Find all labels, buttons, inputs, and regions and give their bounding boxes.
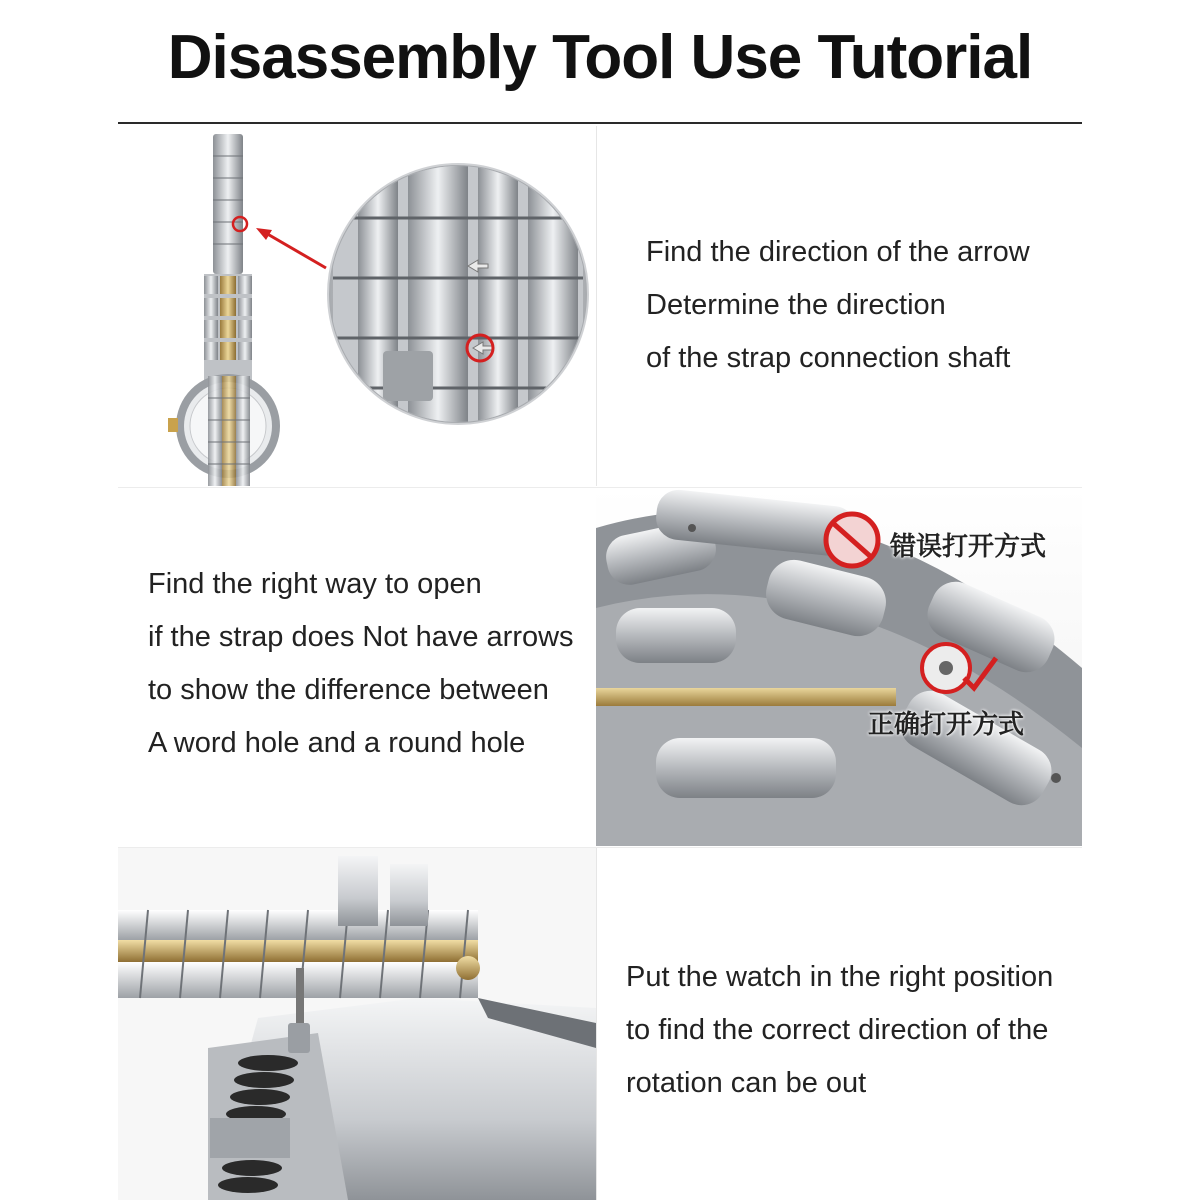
step3-line-2: to find the correct direction of the [626, 1014, 1049, 1046]
title-divider [118, 122, 1082, 124]
step3-line-1: Put the watch in the right position [626, 961, 1054, 993]
step1-line-1: Find the direction of the arrow [646, 236, 1030, 268]
row1-divider [596, 126, 597, 486]
step3-line-3: rotation can be out [626, 1067, 867, 1099]
page-title: Disassembly Tool Use Tutorial [167, 23, 1033, 92]
step2-text [148, 558, 574, 770]
step1-line-2: Determine the direction [646, 289, 946, 321]
strap-holes-photo [596, 488, 1082, 846]
step3-text [626, 951, 1053, 1110]
step1-text [646, 226, 1030, 385]
row3-divider [596, 848, 597, 1200]
step2-line-3: to show the difference between [148, 674, 549, 706]
step1-line-3: of the strap connection shaft [646, 342, 1011, 374]
watch-arrow-photo [118, 126, 596, 486]
step2-line-2: if the strap does Not have arrows [148, 621, 574, 653]
step2-line-4: A word hole and a round hole [148, 727, 526, 759]
correct-method-label: 正确打开方式 [868, 710, 1025, 740]
step2-line-1: Find the right way to open [148, 568, 482, 600]
wrong-method-label: 错误打开方式 [890, 532, 1047, 562]
tool-in-use-photo [118, 848, 596, 1200]
